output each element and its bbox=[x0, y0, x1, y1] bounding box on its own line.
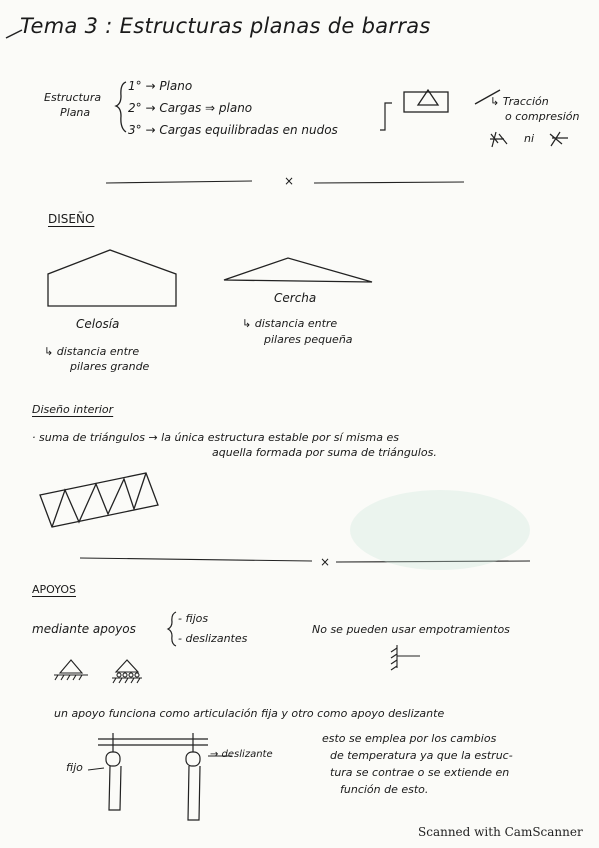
portal-frame-drawing bbox=[98, 733, 208, 820]
intro-item-1: 1° → Plano bbox=[128, 79, 193, 93]
fixed-support-icon bbox=[54, 660, 88, 680]
separator-line bbox=[314, 182, 464, 183]
separator-line bbox=[106, 181, 252, 183]
bracket-line bbox=[380, 103, 392, 130]
section-heading-interior: Diseño interior bbox=[32, 403, 114, 416]
apoyos-mediante: mediante apoyos bbox=[32, 622, 136, 636]
interior-line-2: aquella formada por suma de triángulos. bbox=[212, 446, 437, 459]
explanation-line-4: función de esto. bbox=[340, 783, 429, 796]
page-title: Tema 3 : Estructuras planas de barras bbox=[20, 14, 431, 38]
celosia-label: Celosía bbox=[76, 317, 120, 331]
brace-icon bbox=[168, 612, 176, 646]
fixed-embed-icon bbox=[391, 645, 420, 670]
cercha-shape bbox=[224, 258, 372, 282]
no-empotramientos: No se pueden usar empotramientos bbox=[312, 623, 510, 636]
celosia-shape bbox=[48, 250, 176, 306]
intro-label-2: Plana bbox=[60, 106, 91, 119]
section-heading-diseno: DISEÑO bbox=[48, 212, 95, 226]
celosia-note-1: ↳ distancia entre bbox=[44, 345, 140, 358]
separator-x: × bbox=[284, 174, 295, 188]
explanation-line-1: esto se emplea por los cambios bbox=[322, 732, 497, 745]
intro-item-2: 2° → Cargas ⇒ plano bbox=[128, 101, 253, 115]
apoyos-frase: un apoyo funciona como articulación fija y otro como apoyo deslizante bbox=[54, 707, 445, 720]
forces-line-3: ni bbox=[524, 132, 535, 145]
cercha-note-1: ↳ distancia entre bbox=[242, 317, 338, 330]
triangulated-truss-drawing bbox=[40, 473, 158, 527]
separator-line bbox=[80, 558, 312, 561]
paper-stain bbox=[350, 490, 530, 570]
arrow-line bbox=[88, 768, 104, 770]
cercha-note-2: pilares pequeña bbox=[264, 333, 353, 346]
truss-frame-icon bbox=[404, 90, 448, 112]
explanation-line-3: tura se contrae o se extiende en bbox=[330, 766, 510, 779]
intro-item-3: 3° → Cargas equilibradas en nudos bbox=[128, 123, 338, 137]
separator-x: × bbox=[320, 555, 331, 569]
sliding-support-icon bbox=[112, 660, 142, 683]
cercha-label: Cercha bbox=[274, 291, 317, 305]
forces-line-2: o compresión bbox=[505, 110, 580, 123]
intro-label-1: Estructura bbox=[44, 91, 102, 104]
apoyos-tipo-1: - fijos bbox=[178, 612, 209, 625]
deslizante-label: → deslizante bbox=[210, 749, 273, 760]
explanation-line-2: de temperatura ya que la estruc- bbox=[330, 749, 513, 762]
forces-line-1: ↳ Tracción bbox=[490, 95, 549, 108]
interior-line-1: · suma de triángulos → la única estructura estable por sí misma es bbox=[32, 431, 399, 444]
apoyos-tipo-2: - deslizantes bbox=[178, 632, 248, 645]
brace-icon bbox=[116, 82, 126, 132]
section-heading-apoyos: APOYOS bbox=[32, 583, 76, 596]
scanner-footer: Scanned with CamScanner bbox=[418, 825, 583, 839]
fijo-label: fijo bbox=[66, 761, 83, 774]
celosia-note-2: pilares grande bbox=[70, 360, 150, 373]
